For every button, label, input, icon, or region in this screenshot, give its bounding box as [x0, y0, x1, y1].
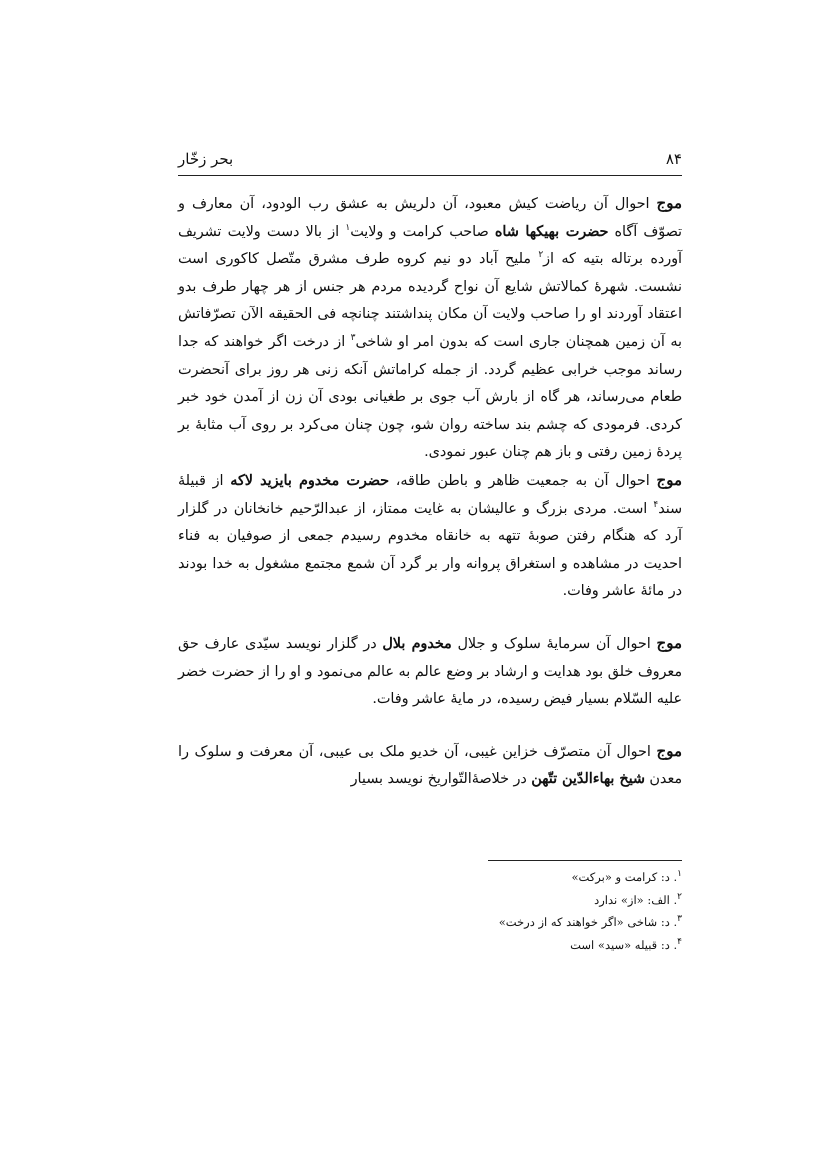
text-run: احوال آن متصرّف خزاین غیبی، آن خدیو ملک بی عیبی، آن معرفت و سلوک را معدن [178, 743, 682, 788]
text-run: صاحب کرامت و ولایت [350, 223, 495, 240]
footnote-ref: ۳ [350, 333, 356, 344]
person-name: حضرت مخدوم بایزید لاکه [230, 472, 389, 489]
text-run: در گلزار نویسد سیّدی عارف حق معروف خلق بود هدایت و ارشاد بر وضع عالم به عالم می‌نمود و او را از حضرت خضر علیه السّلام بسیار فیض رسیده، در مایهٔ عاشر وفات. [178, 635, 682, 708]
person-name: حضرت بهیکها شاه [494, 223, 609, 240]
running-header [178, 150, 682, 172]
footnote-ref: ۱ [345, 222, 351, 233]
text-run: است. مردی بزرگ و عالیشان به غایت ممتاز، از عبدالرّحیم خانخانان در گلزار آرد که هنگام رفتن صوبهٔ تتهه به خانقاه مخدوم رسیدم جمعی از صوفیان به فناء احدیت در مشاهده و استغراق پروانه وار بر گرد آن شمع مجتمع مشغول به خدا بودند در مائهٔ عاشر وفات. [178, 500, 682, 600]
footnote-text: . الف: «از» ندارد [594, 892, 678, 907]
footnote-number: ۱ [677, 869, 682, 880]
paragraph-lead: موج [656, 633, 682, 652]
footnote [480, 934, 682, 957]
footnote-ref: ۲ [538, 250, 544, 261]
text-run: در خلاصهٔ‌التّواریخ نویسد بسیار [350, 771, 532, 788]
footnote [480, 866, 682, 889]
footnote-text: . د: کرامت و «برکت» [571, 870, 678, 884]
paragraph [178, 630, 682, 714]
footnote [480, 889, 682, 912]
footnote-rule [488, 860, 682, 861]
page-number: ۸۴ [665, 150, 682, 168]
person-name: شیخ بهاءالدّین تتّهن [531, 771, 645, 788]
text-run: ملیح آباد دو نیم کروه طرف مشرق متّصل کاکوری است نشست. شهرهٔ کمالاتش شایع آن نواح گردیده مردم هر جنس از هر چهار طرف بدو اعتقاد آوردند او را صاحب ولایت آن مکان پنداشتند چنانچه فی الحقیقه الآن تصرّفاتش به آن زمین همچنان جاری است که بدون امر او شاخی [178, 251, 682, 350]
text-run: احوال آن سرمایهٔ سلوک و جلال [451, 635, 657, 652]
paragraph-lead: موج [656, 194, 682, 212]
text-run: از قبیلهٔ سند [178, 472, 682, 517]
body-text [178, 190, 682, 794]
paragraph [178, 190, 682, 467]
person-name: مخدوم بلال [382, 635, 452, 652]
text-run: احوال آن ریاضت کیش معبود، آن دلریش به عشق رب الودود، آن معارف و تصوّف آگاه [178, 196, 682, 240]
paragraph [178, 738, 682, 794]
footnote-number: ۲ [677, 891, 682, 902]
book-title: بحر زخّار [178, 150, 234, 168]
paragraph-lead: موج [656, 470, 682, 489]
header-rule [178, 175, 682, 176]
footnote-text: . د: شاخی «اگر خواهند که از درخت» [498, 915, 678, 929]
footnote [480, 911, 682, 934]
footnote-number: ۳ [677, 914, 682, 925]
text-run: از درخت اگر خواهند که جدا رساند موجب خرابی عظیم گردد. از جمله کراماتش آنکه زنی هر روز برای آنحضرت طعام می‌رساند، هر گاه از بارش آب جوی بر طغیانی بودی آن زن از آمدن خود خبر کردی. فرمودی که چشم بند ساخته روان شو، چون چنان می‌کرد بر روی آب مثابهٔ بر پردهٔ زمین رفتی و باز هم چنان عبور نمودی. [178, 333, 682, 461]
text-run: از بالا دست ولایت تشریف آورده برتاله بتیه که از [178, 223, 682, 268]
footnote-ref: ۴ [653, 499, 659, 510]
footnotes [480, 866, 682, 956]
footnote-number: ۴ [677, 936, 682, 947]
footnote-text: . د: قبیله «سید» است [570, 937, 678, 952]
paragraph [178, 467, 682, 606]
text-run: احوال آن به جمعیت ظاهر و باطن طاقه، [388, 472, 657, 489]
paragraph-lead: موج [656, 741, 682, 760]
